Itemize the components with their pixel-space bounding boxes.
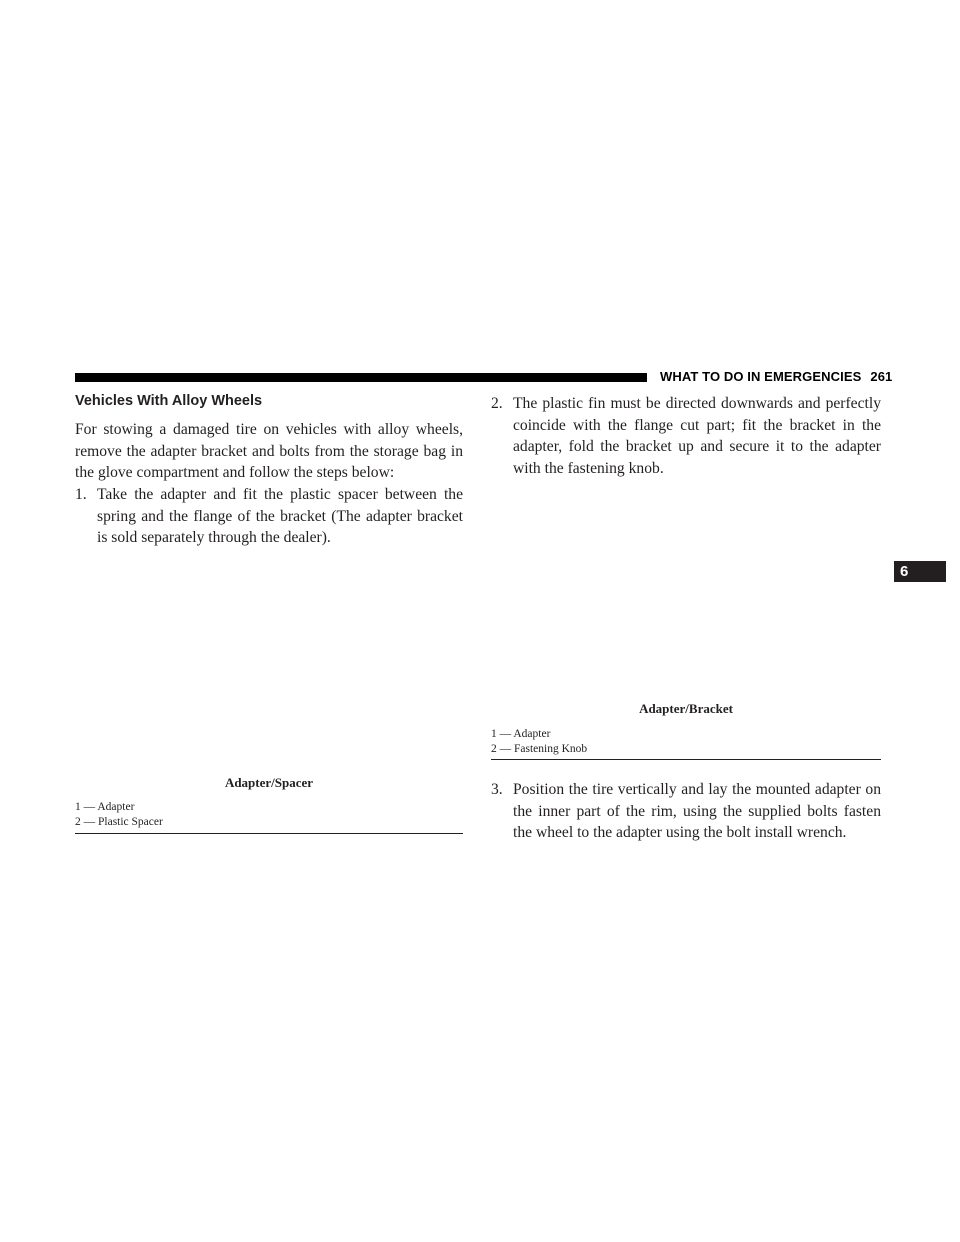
- section-title: Vehicles With Alloy Wheels: [75, 393, 263, 409]
- step-2: [491, 393, 881, 479]
- step-3: [491, 779, 881, 844]
- step-1: [75, 484, 463, 549]
- step-3-number: 3.: [491, 781, 503, 798]
- step-2-text: The plastic fin must be directed downwards and perfectly coincide with the flange cut part; fit the bracket in the adapter, fold the bracket up and secure it to the adapter with the fastening knob.: [513, 395, 881, 477]
- figure-1-legend: [75, 800, 463, 830]
- step-3-text: Position the tire vertically and lay the mounted adapter on the inner part of the rim, using the supplied bolts fasten the wheel to the adapter using the bolt install wrench.: [513, 781, 881, 841]
- figure-2-legend-item: 1 — Adapter: [491, 728, 551, 740]
- header-rule: [75, 373, 647, 382]
- figure-adapter-spacer: [75, 552, 463, 766]
- figure-2-rule: [491, 759, 881, 760]
- step-1-text: Take the adapter and fit the plastic spacer between the spring and the flange of the bracket (The adapter bracket is sold separately through the dealer).: [97, 486, 463, 546]
- page-number: 261: [870, 369, 893, 384]
- step-1-number: 1.: [75, 486, 87, 503]
- figure-1-legend-item: 2 — Plastic Spacer: [75, 816, 163, 828]
- figure-1-rule: [75, 833, 463, 834]
- figure-1-legend-item: 1 — Adapter: [75, 801, 135, 813]
- figure-1-caption: Adapter/Spacer: [224, 775, 314, 790]
- figure-adapter-bracket: [491, 480, 881, 696]
- intro-paragraph: For stowing a damaged tire on vehicles with alloy wheels, remove the adapter bracket and bolts from the storage bag in the glove compartment and follow the steps below:: [75, 421, 463, 481]
- step-2-number: 2.: [491, 395, 503, 412]
- figure-2-caption: Adapter/Bracket: [639, 701, 733, 716]
- figure-2-legend-item: 2 — Fastening Knob: [491, 743, 588, 755]
- running-header: [660, 369, 892, 384]
- chapter-tab: 6: [894, 561, 946, 582]
- figure-2-legend: [491, 727, 881, 757]
- header-section-title: WHAT TO DO IN EMERGENCIES: [660, 369, 862, 384]
